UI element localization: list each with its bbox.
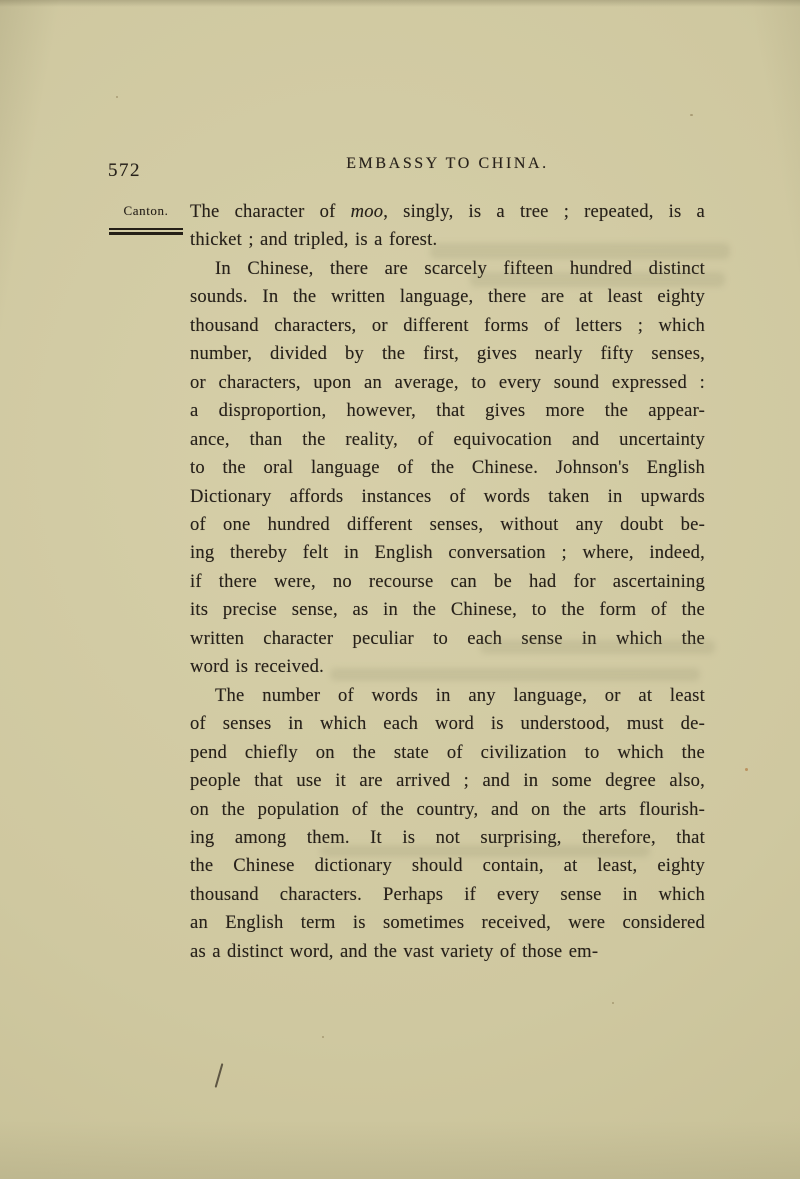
body-line: thicket ; and tripled, is a forest.: [190, 229, 438, 251]
paper-speck: [322, 1036, 324, 1038]
body-line: an English term is sometimes received, were considered: [190, 912, 705, 934]
rule-thick-line: [109, 232, 183, 235]
body-line: people that use it are arrived ; and in some degree also,: [190, 770, 705, 792]
body-line: thousand characters. Perhaps if every sense in which: [190, 883, 705, 905]
rule-thin-line: [109, 228, 183, 230]
paper-speck: [612, 1002, 614, 1004]
show-through-smudge: [480, 640, 715, 654]
running-head: EMBASSY TO CHINA.: [346, 155, 549, 172]
body-line: as a distinct word, and the vast variety of those em-: [190, 940, 599, 962]
show-through-smudge: [330, 668, 700, 681]
show-through-smudge: [470, 272, 725, 287]
body-line: on the population of the country, and on the arts flourish-: [190, 798, 705, 820]
body-line: to the oral language of the Chinese. Johnson's English: [190, 457, 705, 479]
body-line: pend chiefly on the state of civilization to which the: [190, 741, 705, 763]
body-line: or characters, upon an average, to every sound expressed :: [190, 371, 705, 393]
body-line: sounds. In the written language, there are at least eighty: [190, 286, 705, 308]
paper-speck: [116, 96, 118, 98]
body-line: The character of moo, singly, is a tree ; repeated, is a: [190, 201, 705, 222]
margin-note-double-rule: [106, 228, 186, 235]
page-number: 572: [108, 160, 141, 181]
body-line: In Chinese, there are scarcely fifteen hundred distinct: [215, 257, 705, 279]
body-line: its precise sense, as in the Chinese, to the form of the: [190, 599, 705, 621]
body-line: Dictionary affords instances of words taken in upwards: [190, 485, 705, 507]
body-line: word is received.: [190, 656, 324, 678]
body-line: ing among them. It is not surprising, therefore, that: [190, 826, 705, 848]
body-line: a disproportion, however, that gives more the appear-: [190, 400, 705, 422]
show-through-smudge: [320, 845, 650, 857]
body-line: of one hundred different senses, without any doubt be-: [190, 513, 705, 535]
paper-speck: [690, 114, 693, 116]
body-line: written character peculiar to each sense in which the: [190, 627, 705, 649]
body-line: The number of words in any language, or at least: [215, 684, 705, 706]
margin-note: [106, 203, 186, 235]
body-line: the Chinese dictionary should contain, at least, eighty: [190, 855, 705, 877]
margin-note-label: Canton.: [123, 203, 169, 218]
paper-speck: [745, 768, 748, 771]
body-line: if there were, no recourse can be had for ascertaining: [190, 570, 705, 592]
body-line: of senses in which each word is understood, must de-: [190, 713, 705, 735]
body-line: ing thereby felt in English conversation ; where, indeed,: [190, 542, 705, 564]
pen-mark: [215, 1063, 224, 1088]
body-line: thousand characters, or different forms of letters ; which: [190, 314, 705, 336]
body-line: ance, than the reality, of equivocation and uncertainty: [190, 428, 705, 450]
show-through-smudge: [430, 243, 730, 259]
body-line: number, divided by the first, gives nearly fifty senses,: [190, 343, 705, 365]
